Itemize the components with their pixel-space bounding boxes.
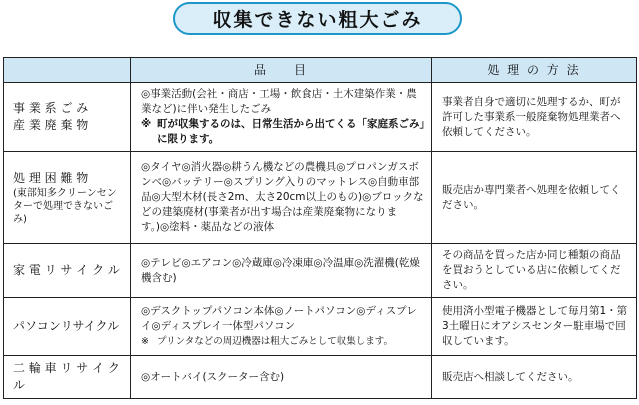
table-row [4, 244, 637, 298]
items-cell: ◎オートバイ(スクーター含む) [131, 356, 432, 399]
category-label: 二 輪 車 リ サ イ ク ル [13, 361, 120, 392]
note-mark: ※ [141, 336, 149, 347]
method-cell: 販売店へ相談してください。 [432, 356, 637, 399]
bulky-waste-table [3, 57, 637, 399]
header-items-part: 品 [253, 62, 268, 77]
items-cell: ◎タイヤ◎消火器◎耕うん機などの農機具◎プロパンガスボンベ◎バッテリー◎スプリング入りのマットレス◎自動車部品◎大型木材(長さ2m、太さ20cm以上のもの)◎ブロックなどの建築廃材(事業者が出す場合は産業廃棄物になります。)◎塗料・薬品などの液体 [131, 152, 432, 244]
header-category [4, 58, 131, 83]
category-label: 家 電 リ サ イ ク ル [13, 263, 120, 277]
category-cell [4, 83, 131, 152]
header-items [131, 58, 432, 83]
items-cell: ◎テレビ◎エアコン◎冷蔵庫◎冷凍庫◎冷温庫◎洗濯機(乾燥機含む) [131, 244, 432, 298]
category-cell [4, 152, 131, 244]
items-text: ◎事業活動(会社・商店・工場・飲食店・土木建築作業・農業など)に伴い発生したごみ [141, 88, 417, 115]
method-cell: 販売店か専門業者へ処理を依頼してください。 [432, 152, 637, 244]
category-cell [4, 298, 131, 356]
category-label: 事 業 系 ご み [13, 101, 89, 115]
table-header-row [4, 58, 637, 83]
table-row [4, 83, 637, 152]
note [141, 117, 425, 147]
table-row [4, 298, 637, 356]
category-label: パソコンリサイクル [13, 319, 120, 333]
header-items-part: 目 [293, 62, 308, 77]
category-sublabel: (東部知多クリーンセンターで処理できないごみ) [13, 187, 117, 225]
note [141, 334, 425, 349]
note-text: 町が収集するのは、日常生活から出てくる「家庭系ごみ」に限ります。 [157, 118, 425, 145]
category-cell [4, 244, 131, 298]
items-cell [131, 83, 432, 152]
note-text: プリンタなどの周辺機器は粗大ごみとして収集します。 [157, 336, 393, 347]
category-cell [4, 356, 131, 399]
method-cell: 使用済小型電子機器として毎月第1・第3土曜日にオアシスセンター駐車場で回収しています。 [432, 298, 637, 356]
category-label: 処 理 困 難 物 [13, 170, 89, 185]
method-cell: 事業者自身で適切に処理するか、町が許可した事業系一般廃棄物処理業者へ依頼してください。 [432, 83, 637, 152]
table-row [4, 152, 637, 244]
table-row [4, 356, 637, 399]
category-label: 産 業 廃 棄 物 [13, 118, 89, 132]
items-text: ◎デスクトップパソコン本体◎ノートパソコン◎ディスプレイ◎ディスプレイ一体型パソコン [141, 305, 417, 332]
header-method: 処 理 の 方 法 [432, 58, 637, 83]
method-cell: その商品を買った店か同じ種類の商品を買おうとしている店に依頼してください。 [432, 244, 637, 298]
items-cell [131, 298, 432, 356]
note-mark: ※ [141, 118, 152, 130]
page-title: 収集できない粗大ごみ [173, 2, 462, 35]
